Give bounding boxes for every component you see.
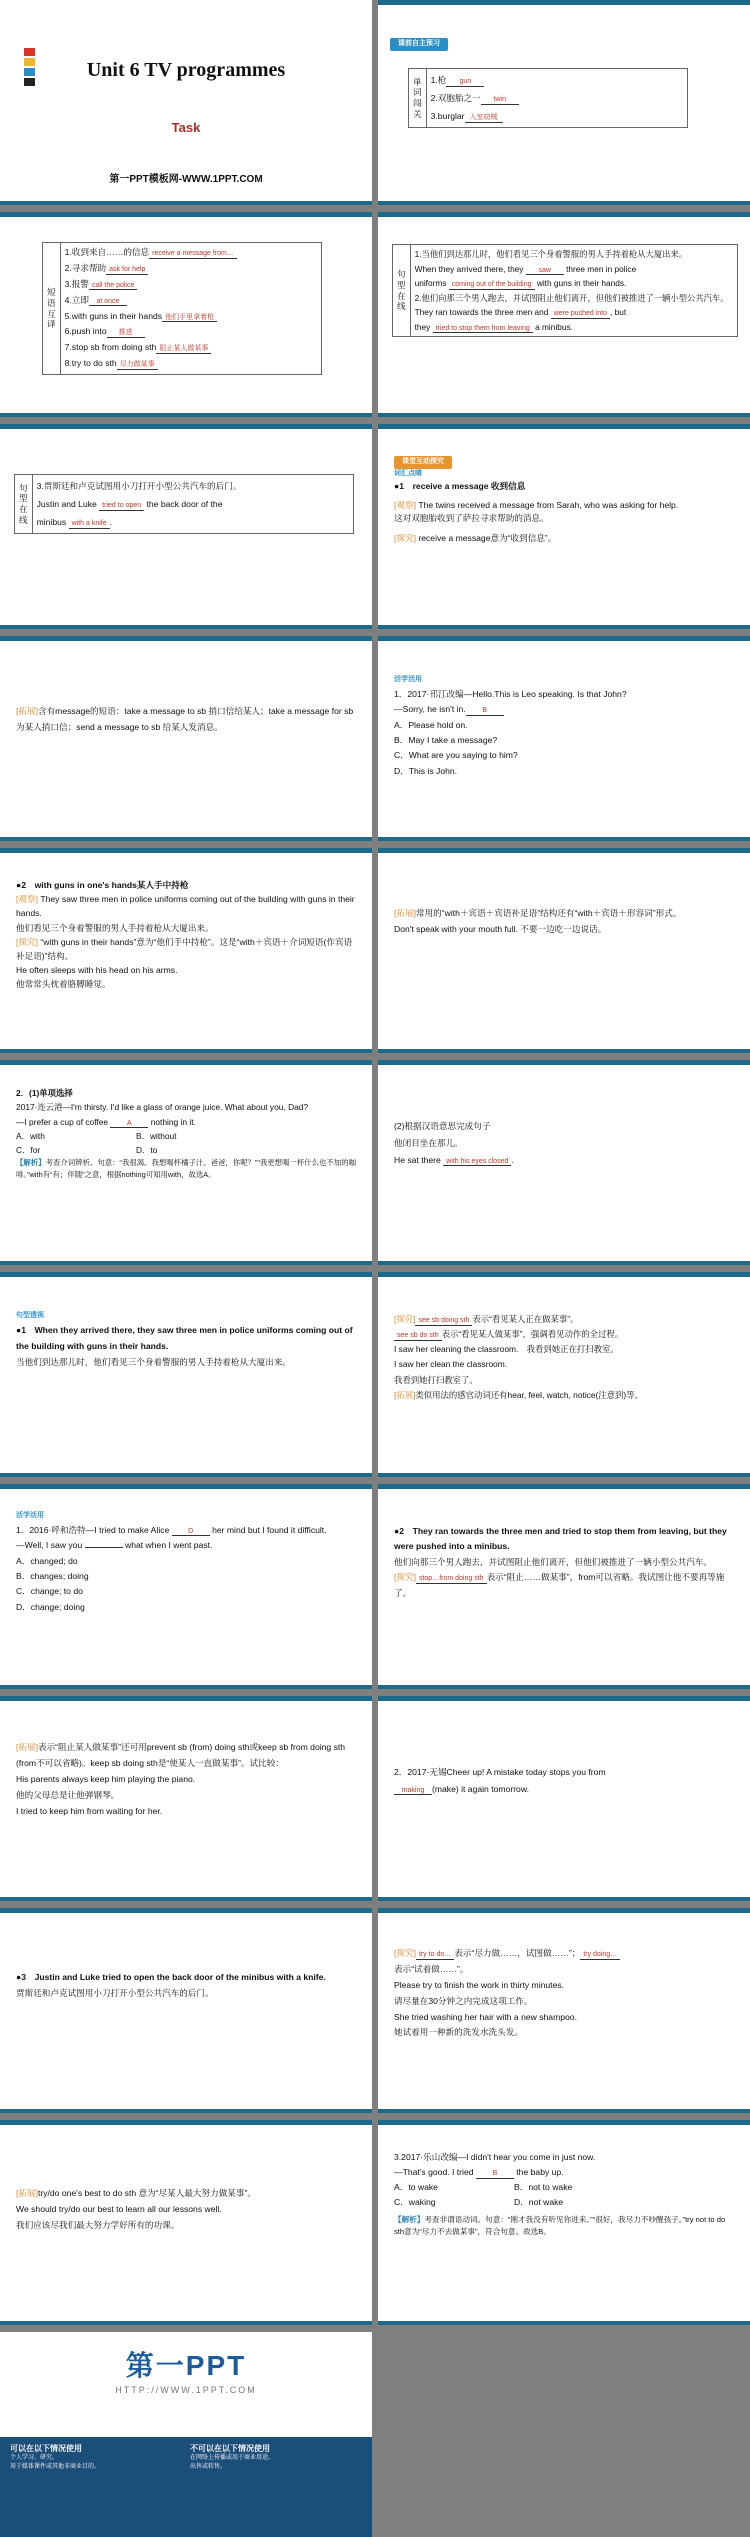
analysis: 【解析】考查介词辨析。句意：“我很渴。我想喝杯橘子汁。爸爸，你呢？”“我更想喝一杯什么也不加的咖啡。”with有“有；伴随”之意，根据nothing可知用with，故选A。 [16, 1158, 356, 1180]
translation: 这对双胞胎收到了萨拉寻求帮助的消息。 [394, 513, 549, 524]
sentence-en: they tried to stop them from leaving a minibus. [414, 321, 573, 332]
question-line: —I prefer a cup of coffee A nothing in it. [16, 1116, 196, 1127]
list-item: 2.寻求帮助 ask for help [65, 261, 317, 277]
slide-extend-1 [0, 636, 372, 841]
list-item: 4.立即 at once [65, 293, 317, 309]
option: D．change; doing [16, 1601, 85, 1612]
question: 3.2017·乐山改编—I didn't hear you come in just now. [394, 2152, 596, 2162]
list-item: 7.stop sb from doing sth 阻止某人做某事 [65, 340, 317, 356]
option: A．Please hold on. [394, 719, 468, 730]
extend-text: [拓展]表示“阻止某人做某事”还可用prevent sb (from) doing sth或keep sb from doing sth (from不可以省略)。keep sb doing sth是“使某人一直做某事”。试比较： [16, 1742, 346, 1768]
section-head: 活学活用 [394, 676, 422, 683]
point-title: ●2 They ran towards the three men and tried to stop them from leaving, but they were pushed into a minibus. [394, 1526, 727, 1552]
section-badge: 课前自主预习 [390, 38, 448, 51]
extend-text: [拓展]try/do one's best to do sth 意为“尽某人最大努力做某事”。 [16, 2188, 256, 2198]
slide-sentence-point-3 [0, 1908, 372, 2113]
slide-explore-1 [378, 1272, 750, 1477]
page-title: Unit 6 TV programmes [86, 59, 286, 81]
extend-text: [拓展]常用的“with＋宾语＋宾语补足语”结构还有“with＋宾语＋形容词”形式。 [394, 908, 682, 918]
section-head: 词汇点睛 [394, 469, 422, 477]
analysis: 【解析】考查非谓语动词。句意：“刚才我没有听见你进来。”“很好，我尽力不吵醒孩子。”try not to do sth意为“尽力不去做某事”，符合句意。故选B。 [394, 2215, 726, 2237]
slide-cover [0, 0, 372, 205]
point-title: ●1 receive a message 收到信息 [394, 480, 526, 491]
extend-text: [拓展]含有message的短语：take a message to sb 捎口信给某人；take a message for sb为某人捎口信；send a message to sb 给某人发消息。 [16, 706, 354, 732]
table-label: 句型在线 [15, 475, 33, 534]
sentences-table [392, 244, 738, 337]
empty-cell [378, 2332, 750, 2537]
question-line: —That's good. I tried B the baby up. [394, 2167, 564, 2178]
slide-practice-5 [378, 1696, 750, 1901]
example: She tried washing her hair with a new shampoo. [394, 2011, 577, 2022]
section-head: 活学活用 [16, 1512, 44, 1519]
option: B．changes; doing [16, 1571, 89, 1581]
slide-practice-3 [378, 1060, 750, 1265]
slide-sentence-point-1 [0, 1272, 372, 1477]
option-row: A．to wake B．not to wake [394, 2182, 573, 2193]
slide-extend-2 [378, 848, 750, 1053]
explore-text: [探究] “with guns in their hands”意为“他们手中持枪”。这是“with＋宾语＋介词短语(作宾语补足语)”结构。 [16, 936, 353, 961]
option-row: C．for D．to [16, 1145, 158, 1156]
usage-title: 不可以在以下情况使用 [190, 2444, 270, 2453]
explore-text: [探究] receive a message意为“收到信息”。 [394, 532, 557, 543]
option-row: A．with B．without [16, 1130, 177, 1141]
option: A．changed; do [16, 1555, 78, 1566]
sentence-en: uniforms coming out of the building with guns in their hands. [414, 278, 627, 289]
sentences-table [14, 474, 354, 534]
translation: 他们向那三个男人跑去，并试图阻止他们离开，但他们被推进了一辆小型公共汽车。 [394, 1556, 712, 1567]
table-label: 短语互译 [43, 243, 61, 375]
sentence-en: minibus with a knife . [36, 517, 113, 528]
translation: 当他们到达那儿时，他们看见三个身着警服的男人手持着枪从大厦出来。 [16, 1356, 292, 1367]
slide-sentence-point-2 [378, 1484, 750, 1689]
section-head: 句型透视 [16, 1312, 44, 1319]
translation: 我看到她打扫教室了。 [394, 1374, 478, 1385]
point-title: ●3 Justin and Luke tried to open the back door of the minibus with a knife. [16, 1972, 326, 1982]
slide-practice-2 [0, 1060, 372, 1265]
usage-line: 出售或转售。 [190, 2463, 227, 2470]
slide-extend-3 [0, 1696, 372, 1901]
question-line: —Well, I saw you what when I went past. [16, 1540, 213, 1551]
slide-phrases [0, 212, 372, 417]
slide-end [0, 2332, 372, 2537]
list-item: 2.双胞胎之一 twin [431, 89, 683, 107]
translation: 她试着用一种新的洗发水洗头发。 [394, 2027, 523, 2038]
sentence-en: When they arrived there, they saw three men in police [414, 263, 637, 274]
observe-text: [观察] They saw three men in police uniforms coming out of the building with guns in their hands. [16, 894, 355, 919]
translation: 请尽量在30分钟之内完成这项工作。 [394, 1995, 533, 2006]
question: 2017·连云港—I'm thirsty. I'd like a glass of orange juice. What about you, Dad? [16, 1102, 309, 1113]
question: 1．2016·呼和浩特—I tried to make Alice D her mind but I found it difficult. [16, 1524, 327, 1535]
option-row: C．waking D．not wake [394, 2197, 564, 2208]
example: I tried to keep him from waiting for her. [16, 1805, 163, 1816]
list-item: 3.报警 call the police [65, 277, 317, 293]
translation: 贾斯廷和卢克试图用小刀打开小型公共汽车的后门。 [16, 1987, 214, 1998]
question-line: —Sorry, he isn't in. B [394, 702, 736, 717]
point-title: ●1 When they arrived there, they saw three men in police uniforms coming out of the building with guns in their hands. [16, 1324, 353, 1351]
sentence-cn: 2.他们向那三个男人跑去，并试图阻止他们离开，但他们被推进了一辆小型公共汽车。 [414, 292, 729, 303]
example: Please try to finish the work in thirty minutes. [394, 1979, 565, 1990]
table-label: 单词闯关 [409, 69, 427, 128]
translation: 他常常头枕着胳膊睡觉。 [16, 979, 111, 990]
usage-line: 个人学习、研究。 [10, 2455, 59, 2462]
example: His parents always keep him playing the piano. [16, 1773, 196, 1784]
brand-logo: 第一PPT [125, 2350, 247, 2381]
question-title: 2．(1)单项选择 [16, 1088, 73, 1098]
list-item: 5.with guns in their hands 他们手里拿着枪 [65, 309, 317, 325]
example: I saw her clean the classroom. [394, 1359, 508, 1370]
extend-text: [拓展]类似用法的感官动词还有hear, feel, watch, notice(注意到)等。 [394, 1389, 643, 1400]
example: We should try/do our best to learn all our lessons well. [16, 2203, 222, 2214]
usage-line: 在网络上传播或用于商业用途。 [190, 2455, 275, 2462]
question-line: He sat there with his eyes closed . [394, 1154, 514, 1165]
point-title: ●2 with guns in one's hands某人手中持枪 [16, 880, 189, 890]
list-item: 8.try to do sth 尽力做某事 [65, 356, 317, 372]
section-badge: 课堂互动探究 [394, 456, 452, 469]
explore-text: [探究] try to do… 表示“尽力做……，试图做……”； try doing… [394, 1946, 736, 1962]
list-item: 6.push into 推进 [65, 324, 317, 340]
explore-text: 表示“试着做……”。 [394, 1963, 469, 1974]
vocab-table [408, 68, 688, 128]
slide-vocab-point-2 [0, 848, 372, 1053]
slide-vocab-point-1 [378, 424, 750, 629]
translation: 我们应该尽我们最大努力学好所有的功课。 [16, 2219, 180, 2230]
sentence-cn: 1.当他们到达那儿时，他们看见三个身着警服的男人手持着枪从大厦出来。 [414, 249, 688, 259]
list-item: 1.收到来自……的信息 receive a message from… [65, 245, 317, 261]
explore-text: [探究] see sb doing sth 表示“看见某人正在做某事”。 [394, 1314, 579, 1324]
slide-extend-4 [0, 2120, 372, 2325]
example: Don't speak with your mouth full. 不要一边吃一边说话。 [394, 923, 607, 934]
explore-text: see sb do sth 表示“看见某人做某事”，强调看见动作的全过程。 [394, 1327, 736, 1342]
slide-sentences-2 [0, 424, 372, 629]
option: B．May I take a message? [394, 735, 498, 745]
question: 2．2017·无锡Cheer up! A mistake today stops you from [394, 1767, 606, 1777]
translation: 他的父母总是让他弹钢琴。 [16, 1789, 120, 1800]
slide-sentences-1 [378, 212, 750, 417]
sentence-cn: 3.贾斯廷和卢克试图用小刀打开小型公共汽车的后门。 [36, 481, 242, 491]
brand-url: HTTP://WWW.1PPT.COM [115, 2385, 257, 2395]
slide-vocab [378, 0, 750, 205]
translation: 他们看见三个身着警服的男人手持着枪从大厦出来。 [16, 922, 214, 933]
page-subtitle: Task [171, 120, 201, 135]
slide-explore-2 [378, 1908, 750, 2113]
example: He often sleeps with his head on his arms. [16, 965, 178, 976]
example: I saw her cleaning the classroom. 我看到她正在打扫教室。 [394, 1344, 619, 1355]
translation: 他闭目坐在那儿。 [394, 1137, 463, 1148]
list-item: 3.burglar 入室窃贼 [431, 107, 683, 125]
usage-line: 用于媒体课件或其他非商业目的。 [10, 2463, 101, 2470]
option: C．change; to do [16, 1586, 83, 1597]
usage-band [0, 2437, 372, 2537]
phrases-table [42, 242, 322, 375]
option: C．What are you saying to him? [394, 750, 518, 761]
list-item: 1.枪 gun [431, 71, 683, 89]
slide-practice-1 [378, 636, 750, 841]
explore-text: [探究] stop…from doing sth 表示“阻止……做某事”，from可以省略。我试图让他不要再等施了。 [394, 1572, 725, 1598]
site-name: 第一PPT模板网-WWW.1PPT.COM [109, 174, 263, 185]
question-line: making (make) it again tomorrow. [394, 1781, 736, 1798]
question: 1．2017·邗江改编—Hello.This is Leo speaking. Is that John? [394, 688, 627, 699]
table-label: 句型在线 [393, 245, 411, 337]
slide-practice-6 [378, 2120, 750, 2325]
option: D．This is John. [394, 765, 458, 776]
observe-text: [观察] The twins received a message from Sarah, who was asking for help. [394, 500, 679, 510]
sentence-en: Justin and Luke tried to open the back door of the [36, 499, 223, 510]
usage-title: 可以在以下情况使用 [10, 2444, 82, 2453]
slide-practice-4 [0, 1484, 372, 1689]
sentence-en: They ran towards the three men and were pushed into , but [414, 307, 627, 318]
question-title: (2)根据汉语意思完成句子 [394, 1121, 491, 1131]
